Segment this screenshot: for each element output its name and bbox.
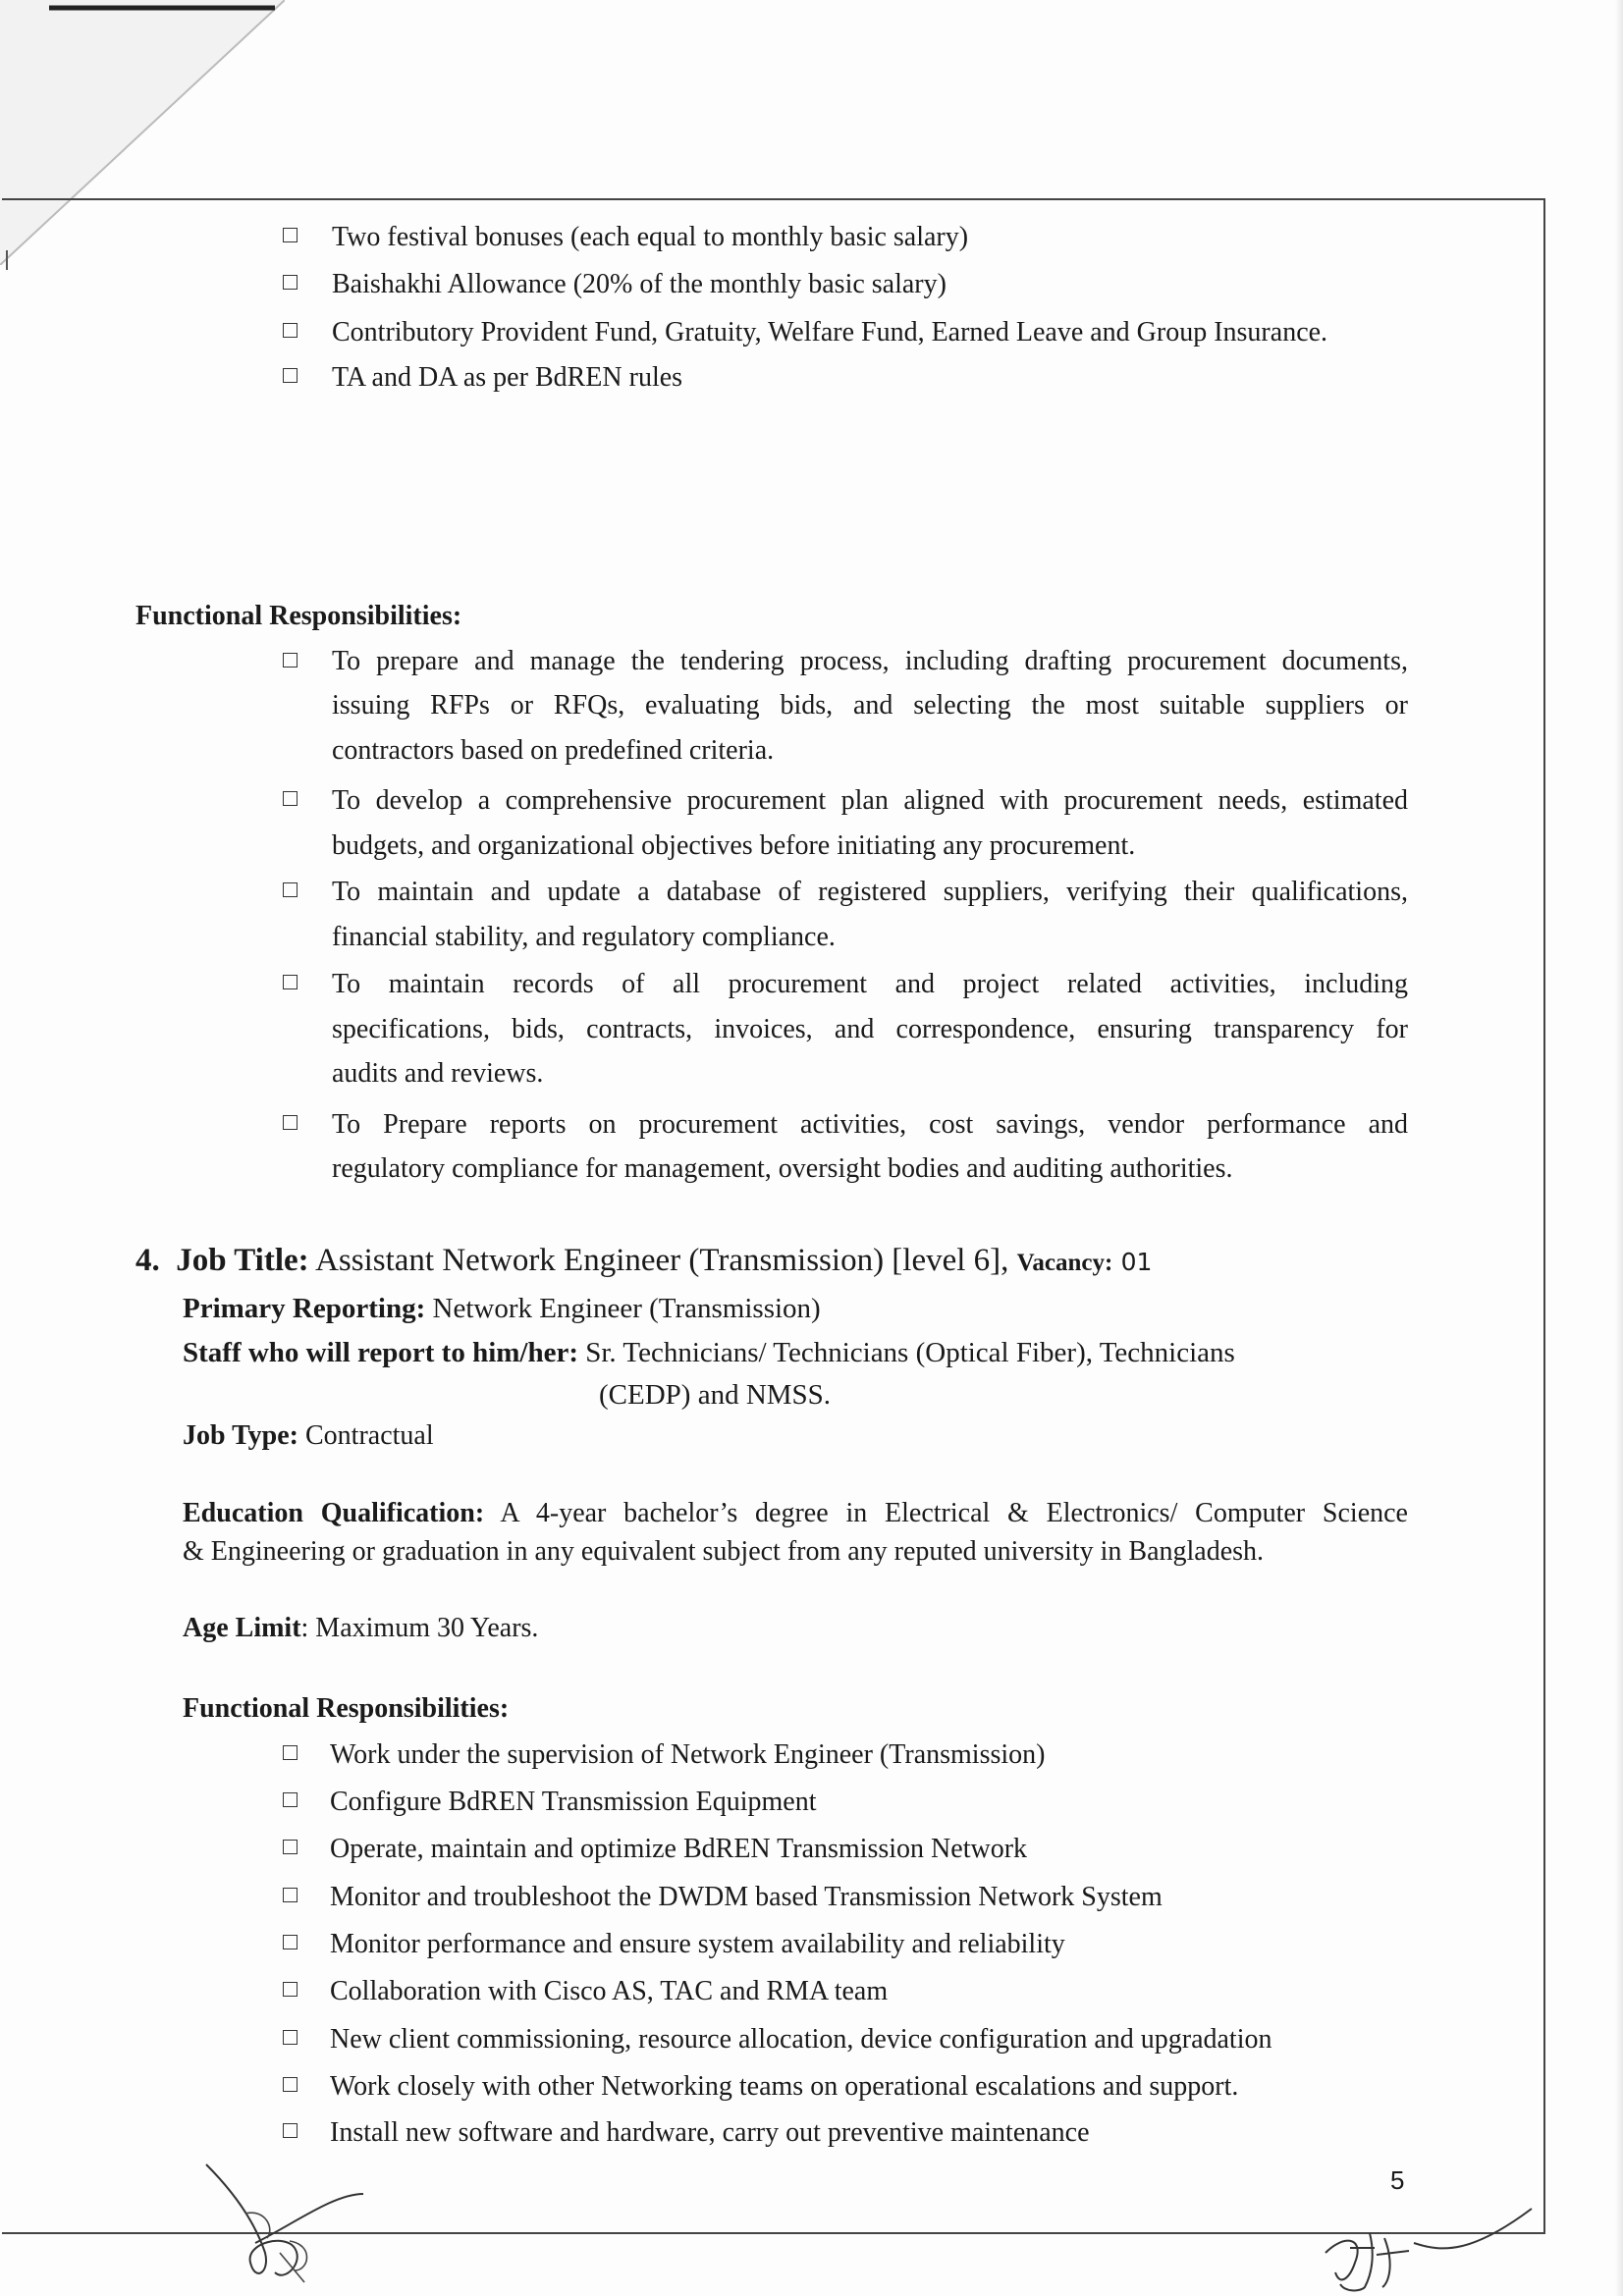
responsibility-line: regulatory compliance for management, oversight bodies and auditing authorities. [332, 1153, 1233, 1184]
bullet-checkbox-icon [283, 1840, 298, 1854]
age-value: : Maximum 30 Years. [300, 1613, 539, 1643]
job-type-label: Job Type: [183, 1420, 298, 1451]
bullet-checkbox-icon [283, 1792, 298, 1807]
education-qualification [183, 1498, 1408, 1529]
responsibility-item: Collaboration with Cisco AS, TAC and RMA team [330, 1976, 889, 2006]
responsibility-line: contractors based on predefined criteria. [332, 735, 775, 766]
education-value: A 4-year bachelor’s degree in Electrical & Electronics/ Computer Science [500, 1498, 1408, 1528]
age-label: Age Limit [183, 1613, 301, 1643]
job-title-label: Job Title: [176, 1243, 309, 1278]
responsibility-line: budgets, and organizational objectives before initiating any procurement. [332, 830, 1136, 861]
education-label: Education Qualification: [183, 1498, 485, 1528]
bullet-checkbox-icon [283, 1745, 298, 1760]
responsibility-line: To maintain records of all procurement and project related activities, including [332, 969, 1408, 999]
vacancy-value: 01 [1120, 1248, 1153, 1276]
responsibility-item: Install new software and hardware, carry out preventive maintenance [330, 2117, 1090, 2148]
staff-value-continued: (CEDP) and NMSS. [599, 1379, 832, 1411]
staff-reporting [183, 1337, 1235, 1368]
vacancy-label: Vacancy: [1016, 1250, 1113, 1276]
reporting-label: Primary Reporting: [183, 1293, 426, 1324]
bullet-checkbox-icon [283, 1935, 298, 1949]
responsibility-item: Monitor performance and ensure system availability and reliability [330, 1929, 1065, 1959]
staff-label: Staff who will report to him/her: [183, 1337, 578, 1368]
section-heading: Functional Responsibilities: [135, 601, 462, 631]
bullet-checkbox-icon [283, 2123, 298, 2138]
responsibility-item: Monitor and troubleshoot the DWDM based Transmission Network System [330, 1882, 1163, 1912]
staff-value: Sr. Technicians/ Technicians (Optical Fiber), Technicians [585, 1337, 1235, 1368]
bullet-checkbox-icon [283, 2030, 298, 2045]
responsibility-line: financial stability, and regulatory compliance. [332, 922, 836, 952]
job-type-value: Contractual [305, 1420, 434, 1451]
bullet-checkbox-icon [283, 1982, 298, 1997]
benefit-item: TA and DA as per BdREN rules [332, 362, 683, 393]
age-limit [183, 1613, 538, 1644]
responsibility-line: To Prepare reports on procurement activities, cost savings, vendor performance and [332, 1109, 1408, 1140]
responsibility-line: To maintain and update a database of registered suppliers, verifying their qualifications, [332, 877, 1408, 907]
bullet-checkbox-icon [283, 368, 298, 383]
responsibility-line: audits and reviews. [332, 1058, 544, 1089]
responsibility-item: Operate, maintain and optimize BdREN Transmission Network [330, 1834, 1028, 1864]
page-number: 5 [1390, 2165, 1405, 2195]
bullet-checkbox-icon [283, 228, 298, 242]
responsibility-item: Work closely with other Networking teams on operational escalations and support. [330, 2071, 1239, 2102]
bullet-checkbox-icon [283, 323, 298, 338]
reporting-value: Network Engineer (Transmission) [432, 1293, 821, 1324]
bullet-checkbox-icon [283, 653, 298, 667]
job-number: 4. [135, 1243, 160, 1278]
bullet-checkbox-icon [283, 1115, 298, 1130]
responsibility-line: To prepare and manage the tendering process, including drafting procurement documents, [332, 646, 1408, 676]
responsibility-item: Configure BdREN Transmission Equipment [330, 1787, 817, 1817]
job-type [183, 1420, 434, 1452]
bullet-checkbox-icon [283, 2077, 298, 2092]
signature-right [1316, 2194, 1542, 2296]
signature-left [196, 2155, 373, 2292]
benefit-item: Baishakhi Allowance (20% of the monthly basic salary) [332, 269, 947, 299]
benefit-item: Two festival bonuses (each equal to monthly basic salary) [332, 222, 969, 252]
responsibility-line: issuing RFPs or RFQs, evaluating bids, and selecting the most suitable suppliers or [332, 690, 1408, 721]
responsibility-line: specifications, bids, contracts, invoices, and correspondence, ensuring transparency for [332, 1014, 1408, 1044]
responsibility-item: New client commissioning, resource allocation, device configuration and upgradation [330, 2024, 1272, 2055]
education-value-continued: & Engineering or graduation in any equivalent subject from any reputed university in Bangladesh. [183, 1536, 1265, 1567]
benefit-item: Contributory Provident Fund, Gratuity, Welfare Fund, Earned Leave and Group Insurance. [332, 317, 1328, 347]
bullet-checkbox-icon [283, 275, 298, 290]
border-mark [6, 250, 8, 270]
primary-reporting [183, 1293, 821, 1324]
bullet-checkbox-icon [283, 791, 298, 806]
responsibility-item: Work under the supervision of Network Engineer (Transmission) [330, 1739, 1046, 1770]
bullet-checkbox-icon [283, 975, 298, 989]
scan-edge-shadow [1615, 0, 1623, 2296]
bullet-checkbox-icon [283, 1888, 298, 1902]
responsibility-line: To develop a comprehensive procurement plan aligned with procurement needs, estimated [332, 785, 1408, 816]
section-heading: Functional Responsibilities: [183, 1693, 510, 1724]
job-title-value: Assistant Network Engineer (Transmission) [level 6], [315, 1243, 1009, 1278]
bullet-checkbox-icon [283, 882, 298, 897]
job-title-line [135, 1241, 1152, 1283]
